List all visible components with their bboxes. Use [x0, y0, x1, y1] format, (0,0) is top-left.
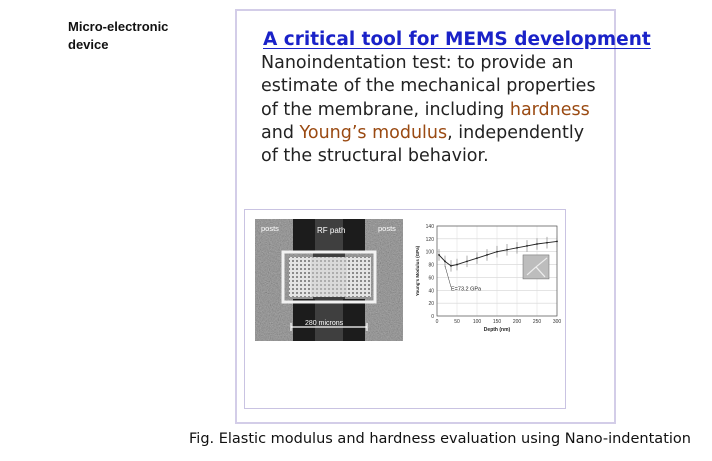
- post-pad-top-right: [343, 219, 365, 253]
- x-tick-label: 150: [492, 319, 502, 325]
- data-point: [466, 260, 468, 262]
- annotation-leader: [445, 266, 451, 287]
- device-label-line1: Micro-electronic: [68, 19, 169, 34]
- paragraph-line-2: estimate of the mechanical properties: [261, 76, 596, 97]
- label-posts-right: posts: [378, 224, 396, 233]
- membrane-center: [311, 257, 347, 297]
- device-label-line2: device: [68, 37, 109, 52]
- data-point: [536, 243, 538, 245]
- x-tick-label: 50: [454, 319, 460, 325]
- data-point: [506, 249, 508, 251]
- slide-paragraph: [261, 52, 611, 168]
- y-tick-label: 120: [425, 236, 434, 243]
- x-tick-label: 300: [552, 319, 561, 325]
- label-scale: 280 microns: [305, 320, 344, 327]
- paragraph-line-3: [261, 99, 611, 122]
- x-tick-label: 0: [435, 319, 439, 325]
- device-label: [68, 18, 168, 54]
- x-tick-label: 200: [512, 319, 522, 325]
- y-tick-label: 100: [425, 249, 434, 256]
- x-tick-label: 100: [472, 319, 482, 325]
- x-tick-label: 250: [532, 319, 542, 325]
- data-point: [486, 254, 488, 256]
- y-tick-label: 140: [425, 224, 434, 230]
- data-point: [450, 265, 452, 267]
- annotation-label: E=73.2 GPa: [451, 286, 482, 293]
- data-point: [476, 257, 478, 259]
- data-point: [496, 251, 498, 253]
- youngs-modulus-term: Young’s modulus: [299, 122, 448, 143]
- mems-micrograph: [255, 219, 403, 341]
- modulus-depth-chart: [413, 220, 561, 340]
- paragraph-line-4: [261, 122, 611, 145]
- data-point: [526, 245, 528, 247]
- paragraph-line-4-text: and: [261, 122, 300, 143]
- paragraph-line-1: Nanoindentation test: to provide an: [261, 53, 574, 73]
- slide-headline: A critical tool for MEMS development: [263, 29, 651, 50]
- figure-caption: Fig. Elastic modulus and hardness evaluation using Nano-indentation: [189, 431, 691, 447]
- label-rf-path: RF path: [317, 226, 346, 235]
- post-pad-bottom-right: [343, 299, 365, 341]
- paragraph-line-5: of the structural behavior.: [261, 146, 489, 167]
- y-tick-label: 20: [428, 301, 434, 308]
- y-axis-label: Young's Modulus (GPa): [415, 245, 420, 297]
- label-posts-left: posts: [261, 224, 279, 233]
- y-tick-label: 80: [428, 262, 434, 269]
- paragraph-line-3-text: of the membrane, including: [261, 99, 510, 120]
- data-point: [556, 241, 558, 243]
- hardness-term: hardness: [509, 99, 590, 120]
- x-axis-label: Depth (nm): [483, 327, 511, 333]
- data-point: [456, 264, 458, 266]
- post-pad-top-left: [293, 219, 315, 253]
- paragraph-line-4-suffix: , independently: [447, 122, 585, 143]
- data-point: [516, 247, 518, 249]
- y-tick-label: 40: [428, 288, 434, 295]
- data-point: [438, 254, 440, 256]
- data-point: [444, 260, 446, 262]
- y-tick-label: 60: [428, 275, 434, 282]
- data-point: [546, 242, 548, 244]
- y-tick-label: 0: [431, 314, 434, 320]
